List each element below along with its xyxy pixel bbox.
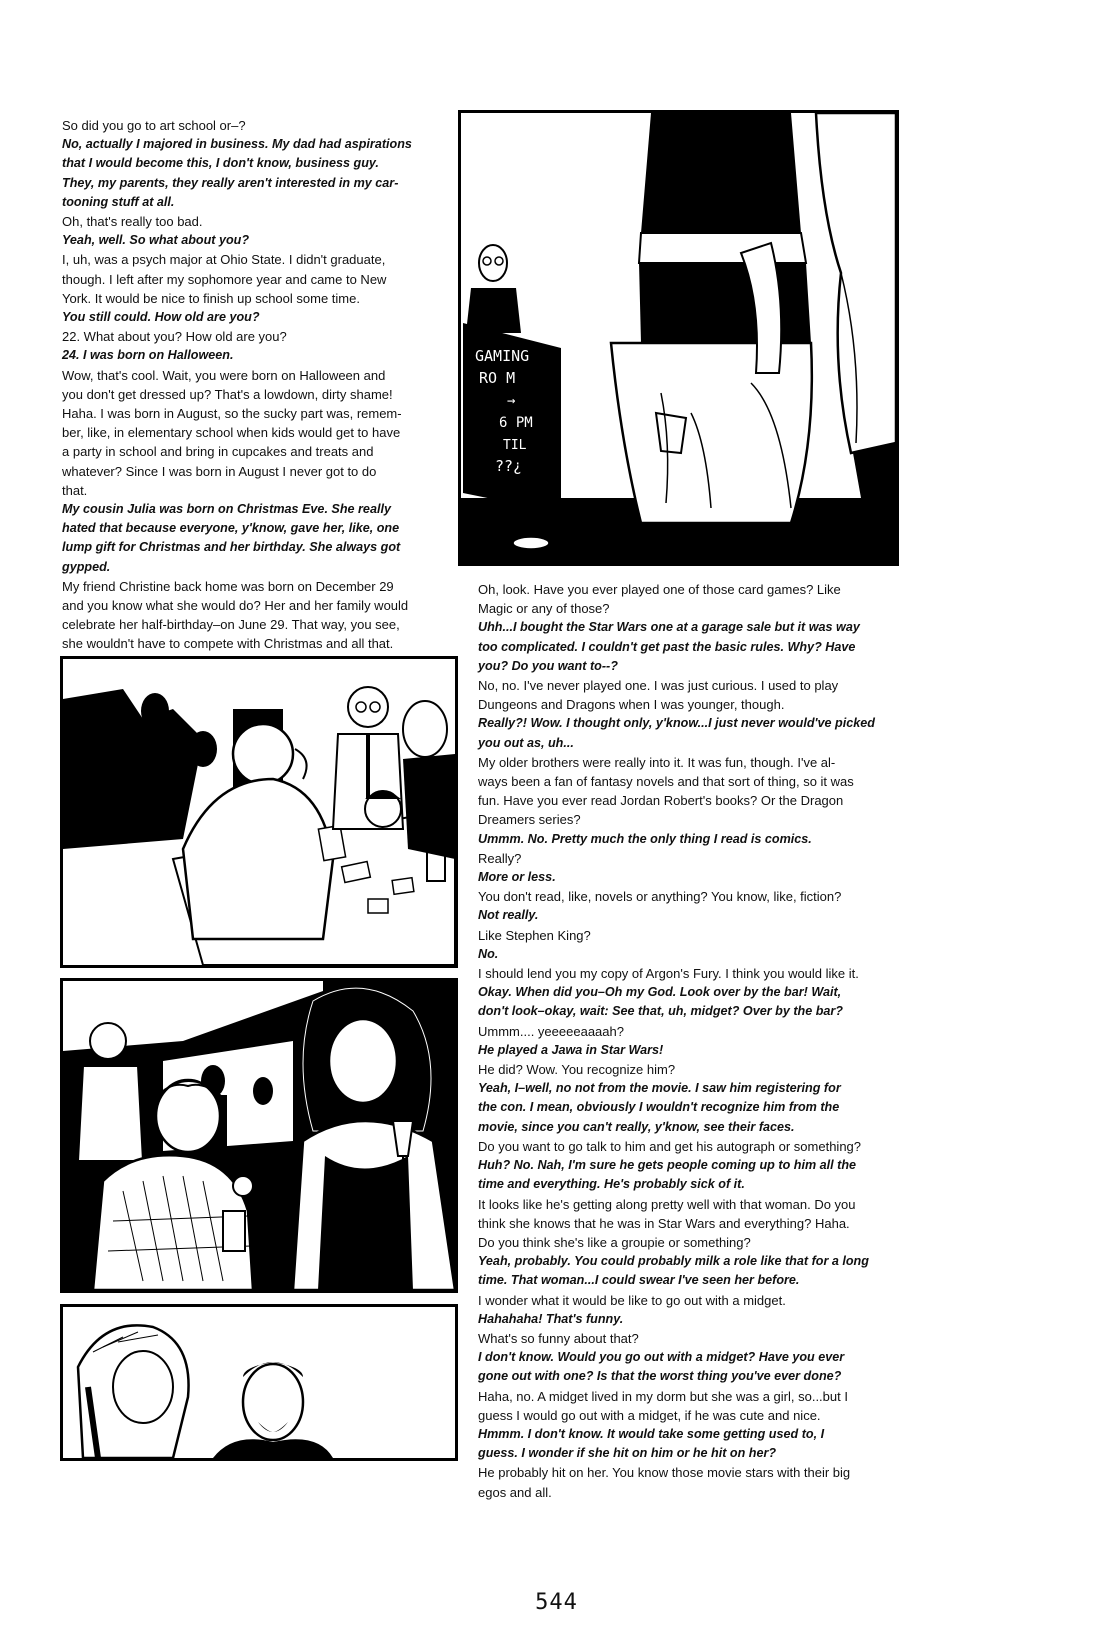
- left-dialogue-line: I, uh, was a psych major at Ohio State. I didn't graduate,: [62, 252, 386, 268]
- right-dialogue-line: My older brothers were really into it. It was fun, though. I've al-: [478, 754, 836, 770]
- right-dialogue-line: you? Do you want to--?: [478, 658, 618, 673]
- right-dialogue-line: What's so funny about that?: [478, 1330, 639, 1346]
- left-dialogue-line: though. I left after my sophomore year and came to New: [62, 271, 387, 287]
- right-dialogue-line: No.: [478, 946, 499, 961]
- left-dialogue-line: a party in school and bring in cupcakes and treats and: [62, 444, 374, 460]
- right-dialogue-line: time and everything. He's probably sick of it.: [478, 1177, 745, 1192]
- card-game-illustration: [63, 659, 455, 965]
- right-dialogue-line: I don't know. Would you go out with a midget? Have you ever: [478, 1350, 845, 1365]
- sign-line-time: 6 PM: [499, 415, 533, 431]
- right-dialogue-line: Dungeons and Dragons when I was younger, though.: [478, 697, 785, 713]
- sign-line-room: RO M: [479, 369, 516, 387]
- left-dialogue-line: They, my parents, they really aren't interested in my car-: [62, 175, 399, 190]
- left-dialogue-line: So did you go to art school or–?: [62, 118, 246, 133]
- right-dialogue-line: Yeah, probably. You could probably milk a role like that for a long: [478, 1254, 869, 1269]
- right-dialogue-line: I wonder what it would be like to go out with a midget.: [478, 1292, 786, 1308]
- right-dialogue-line: You don't read, like, novels or anything? You know, like, fiction?: [478, 889, 842, 905]
- right-dialogue-line: Do you want to go talk to him and get his autograph or something?: [478, 1138, 862, 1154]
- right-dialogue-line: Hahahaha! That's funny.: [478, 1311, 624, 1326]
- sign-line-til: TIL: [503, 438, 527, 453]
- kid-player: [365, 791, 401, 827]
- right-dialogue-line: It looks like he's getting along pretty well with that woman. Do you: [478, 1196, 856, 1212]
- right-dialogue-line: Really?! Wow. I thought only, y'know...I just never would've picked: [478, 716, 875, 731]
- braided-woman: [78, 1325, 189, 1458]
- right-dialogue-line: gone out with one? Is that the worst thing you've ever done?: [478, 1369, 842, 1384]
- right-dialogue-line: Hmmm. I don't know. It would take some getting used to, I: [478, 1426, 825, 1441]
- left-dialogue-line: Haha. I was born in August, so the sucky part was, remem-: [62, 406, 402, 422]
- right-dialogue-line: Not really.: [478, 908, 539, 923]
- right-dialogue-line: He probably hit on her. You know those movie stars with their big: [478, 1465, 851, 1481]
- left-dialogue-line: she wouldn't have to compete with Christmas and all that.: [62, 636, 394, 652]
- right-dialogue-line: think she knows that he was in Star Wars and everything? Haha.: [478, 1215, 850, 1231]
- right-dialogue-line: guess. I wonder if she hit on him or he hit on her?: [478, 1446, 777, 1461]
- right-dialogue-line: fun. Have you ever read Jordan Robert's books? Or the Dragon: [478, 793, 844, 809]
- left-dialogue-line: 22. What about you? How old are you?: [62, 329, 287, 345]
- left-dialogue-line: Yeah, well. So what about you?: [62, 233, 250, 248]
- right-dialogue-line: Yeah, I–well, no not from the movie. I saw him registering for: [478, 1081, 841, 1096]
- left-dialogue-line: you don't get dressed up? That's a lowdown, dirty shame!: [62, 386, 393, 402]
- right-dialogue-line: ways been a fan of fantasy novels and that sort of thing, so it was: [478, 774, 854, 790]
- left-dialogue-line: Wow, that's cool. Wait, you were born on Halloween and: [62, 367, 386, 383]
- right-dialogue-line: Do you think she's like a groupie or something?: [478, 1234, 751, 1250]
- right-dialogue-line: Dreamers series?: [478, 812, 581, 828]
- right-dialogue-line: Oh, look. Have you ever played one of those card games? Like: [478, 582, 841, 597]
- right-dialogue-line: Like Stephen King?: [478, 927, 591, 943]
- left-dialogue-line: Oh, that's really too bad.: [62, 214, 203, 230]
- sign-arrow: →: [507, 393, 516, 409]
- left-dialogue-line: hated that because everyone, y'know, gave her, like, one: [62, 521, 400, 536]
- left-dialogue-line: York. It would be nice to finish up school some time.: [62, 290, 360, 306]
- right-dialogue-line: More or less.: [478, 870, 556, 885]
- left-dialogue-line: lump gift for Christmas and her birthday. She always got: [62, 540, 401, 555]
- right-dialogue-line: you out as, uh...: [478, 735, 574, 750]
- two-faces-illustration: [63, 1307, 455, 1458]
- right-dialogue-line: egos and all.: [478, 1484, 552, 1500]
- left-dialogue-line: You still could. How old are you?: [62, 310, 260, 325]
- left-dialogue-line: and you know what she would do? Her and her family would: [62, 598, 409, 614]
- right-dialogue-line: No, no. I've never played one. I was just curious. I used to play: [478, 678, 839, 694]
- gaming-room-sign: [463, 323, 561, 513]
- sign-line-question: ??¿: [495, 457, 523, 475]
- right-dialogue-line: Ummm. No. Pretty much the only thing I read is comics.: [478, 831, 812, 846]
- panel-card-game: [60, 656, 458, 968]
- right-dialogue-line: Really?: [478, 850, 522, 866]
- left-dialogue-line: that I would become this, I don't know, business guy.: [62, 156, 379, 171]
- right-dialogue-line: the con. I mean, obviously I wouldn't recognize him from the: [478, 1100, 840, 1115]
- page-number: 544: [535, 1590, 578, 1615]
- left-dialogue-line: celebrate her half-birthday–on June 29. That way, you see,: [62, 617, 400, 633]
- right-dialogue-line: I should lend you my copy of Argon's Fury. I think you would like it.: [478, 966, 859, 982]
- left-dialogue-line: gypped.: [62, 559, 111, 574]
- left-dialogue-line: ber, like, in elementary school when kids would get to have: [62, 425, 401, 441]
- right-dialogue-line: Ummm.... yeeeeeaaaah?: [478, 1023, 624, 1039]
- panel-bar-scene: [60, 978, 458, 1293]
- left-dialogue-column: [62, 116, 442, 673]
- right-dialogue-line: Magic or any of those?: [478, 601, 610, 617]
- right-dialogue-line: He did? Wow. You recognize him?: [478, 1062, 676, 1078]
- sign-line-gaming: GAMING: [475, 347, 530, 365]
- left-dialogue-line: that.: [62, 482, 88, 498]
- right-dialogue-line: Uhh...I bought the Star Wars one at a garage sale but it was way: [478, 620, 860, 635]
- right-dialogue-line: Haha, no. A midget lived in my dorm but she was a girl, so...but I: [478, 1388, 848, 1404]
- gaming-room-illustration: [461, 113, 896, 563]
- left-dialogue-line: tooning stuff at all.: [62, 194, 175, 209]
- right-dialogue-line: Okay. When did you–Oh my God. Look over by the bar! Wait,: [478, 985, 842, 1000]
- right-dialogue-line: time. That woman...I could swear I've seen her before.: [478, 1273, 800, 1288]
- panel-gaming-room: [458, 110, 899, 566]
- right-dialogue-line: guess I would go out with a midget, if he was cute and nice.: [478, 1407, 821, 1423]
- old-man-player: [403, 701, 455, 859]
- right-dialogue-line: He played a Jawa in Star Wars!: [478, 1042, 664, 1057]
- panel-two-faces: [60, 1304, 458, 1461]
- right-dialogue-column: [478, 580, 918, 1502]
- bar-scene-illustration: [63, 981, 455, 1290]
- right-dialogue-line: too complicated. I couldn't get past the basic rules. Why? Have: [478, 639, 856, 654]
- left-dialogue-line: whatever? Since I was born in August I never got to do: [62, 463, 377, 479]
- left-dialogue-line: 24. I was born on Halloween.: [62, 348, 234, 363]
- right-dialogue-line: don't look–okay, wait: See that, uh, midget? Over by the bar?: [478, 1004, 844, 1019]
- left-dialogue-line: No, actually I majored in business. My dad had aspirations: [62, 137, 412, 152]
- left-dialogue-line: My cousin Julia was born on Christmas Eve. She really: [62, 502, 391, 517]
- left-dialogue-line: My friend Christine back home was born on December 29: [62, 578, 394, 594]
- right-dialogue-line: Huh? No. Nah, I'm sure he gets people coming up to him all the: [478, 1158, 857, 1173]
- right-dialogue-line: movie, since you can't really, y'know, see their faces.: [478, 1119, 795, 1134]
